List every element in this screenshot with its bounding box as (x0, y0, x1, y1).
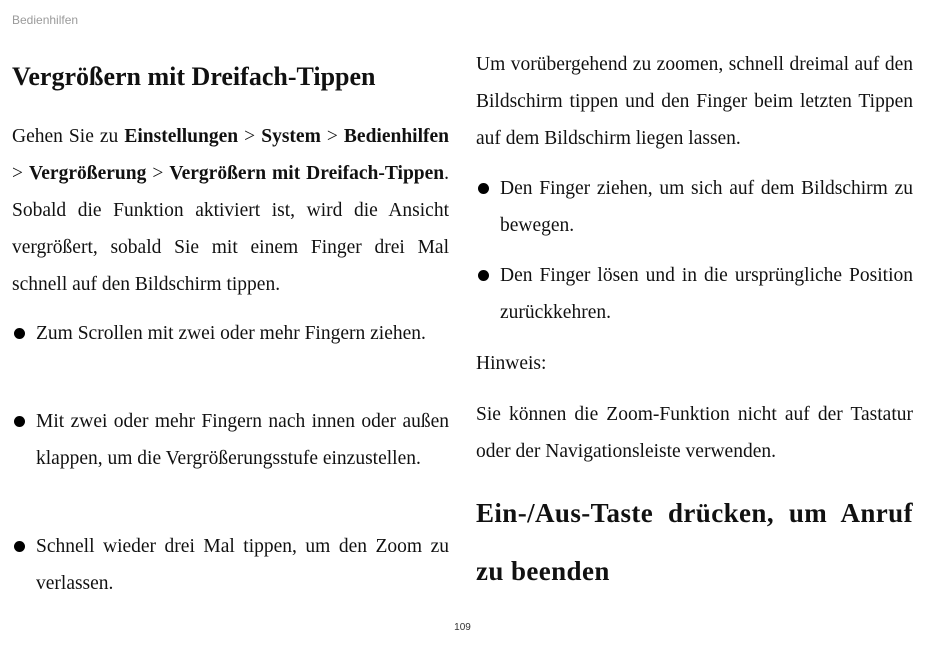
menu-path-dreifach-tippen: Vergrößern mit Dreifach-Tippen (169, 163, 445, 184)
bullet-icon (14, 328, 25, 339)
list-item-text: Den Finger lösen und in die ursprüngliche Position zurückkehren. (500, 265, 913, 323)
page-number: 109 (454, 622, 471, 633)
menu-path-system: System (261, 126, 321, 147)
note-text: Sie können die Zoom-Funktion nicht auf der Tastatur oder der Navigationsleiste verwenden. (476, 404, 913, 462)
intro-paragraph (12, 118, 449, 303)
menu-path-bedienhilfen: Bedienhilfen (343, 126, 450, 147)
list-item-text: Mit zwei oder mehr Fingern nach innen oder außen klappen, um die Vergrößerungsstufe einzustellen. (36, 411, 449, 469)
path-separator: > (238, 126, 262, 147)
list-item (12, 528, 449, 602)
section-title-2: Ein-/Aus-Taste drücken, um Anruf zu beenden (476, 498, 913, 586)
zoom-intro-paragraph: Um vorübergehend zu zoomen, schnell dreimal auf den Bildschirm tippen und den Finger beim letzten Tippen auf dem Bildschirm liegen lassen. (476, 54, 913, 149)
path-separator: > (12, 163, 29, 184)
menu-path-einstellungen: Einstellungen (124, 126, 239, 147)
list-item (12, 403, 449, 477)
note-label: Hinweis: (476, 353, 547, 374)
bullet-icon (478, 270, 489, 281)
intro-text-start: Gehen Sie zu (12, 126, 125, 147)
intro-text-end: . Sobald die Funktion aktiviert ist, wird die Ansicht vergrößert, sobald Sie mit einem Finger drei Mal schnell auf den Bildschirm tippen. (12, 163, 450, 295)
list-item (476, 257, 913, 331)
list-item-text: Schnell wieder drei Mal tippen, um den Zoom zu verlassen. (36, 536, 449, 594)
section-header: Bedienhilfen (12, 13, 79, 27)
bullet-icon (14, 416, 25, 427)
menu-path-vergroesserung: Vergrößerung (28, 163, 147, 184)
path-separator: > (320, 126, 344, 147)
list-item (12, 315, 449, 352)
list-item (476, 170, 913, 244)
bullet-icon (14, 541, 25, 552)
list-item-text: Den Finger ziehen, um sich auf dem Bildschirm zu bewegen. (500, 178, 913, 236)
section-title: Vergrößern mit Dreifach-Tippen (12, 62, 376, 91)
path-separator: > (146, 163, 170, 184)
list-item-text: Zum Scrollen mit zwei oder mehr Fingern ziehen. (36, 323, 426, 344)
bullet-icon (478, 183, 489, 194)
